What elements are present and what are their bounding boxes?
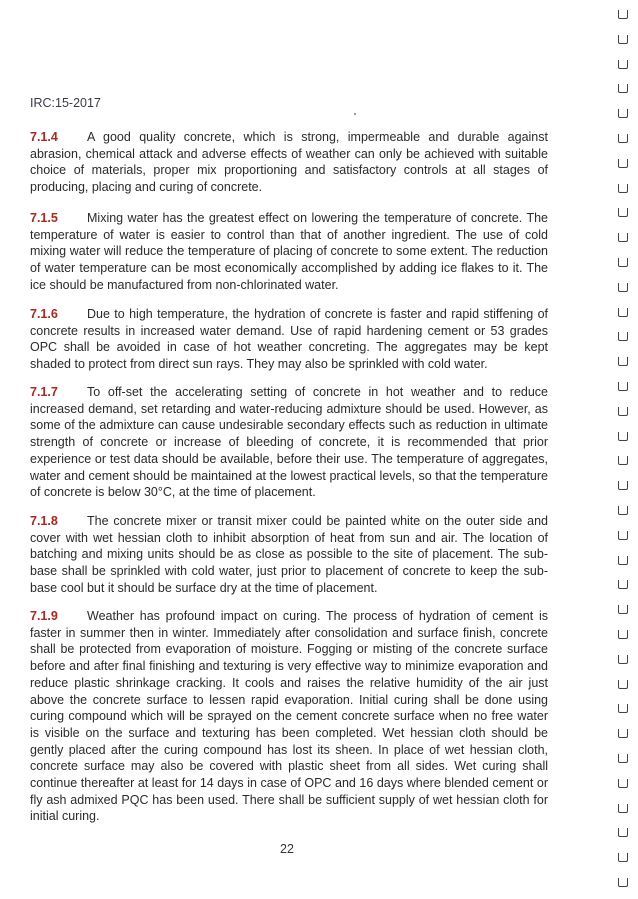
binding-hole (618, 729, 628, 738)
binding-hole (618, 804, 628, 813)
binding-hole (618, 531, 628, 540)
binding-hole (618, 704, 628, 713)
binding-hole (618, 258, 628, 267)
clause-number: 7.1.9 (30, 609, 58, 623)
binding-hole (618, 134, 628, 143)
binding-hole (618, 754, 628, 763)
clause-text: Due to high temperature, the hydration of concrete is faster and rapid stiffening of concrete results in increased water demand. Use of rapid hardening cement or 53 grades OPC shall be avoided in case of hot weather concreting. The aggregates may be kept shaded to protect from direct sun rays. They may also be sprinkled with cold water. (30, 307, 548, 372)
binding-hole (618, 10, 628, 19)
binding-hole (618, 308, 628, 317)
clause-number: 7.1.8 (30, 514, 58, 528)
binding-hole (618, 184, 628, 193)
binding-hole (618, 680, 628, 689)
binding-hole (618, 35, 628, 44)
binding-hole (618, 506, 628, 515)
binding-hole (618, 456, 628, 465)
clause-number: 7.1.4 (30, 130, 58, 144)
binding-hole (618, 828, 628, 837)
binding-hole (618, 233, 628, 242)
clause-number: 7.1.5 (30, 211, 58, 225)
clause-text: Weather has profound impact on curing. The process of hydration of cement is faster in summer then in winter. Immediately after consolidation and surface finish, concrete shall be protected from evaporation of moisture. Fogging or misting of the concrete surface before and after final finishing and texturing is very effective way to minimize evaporation and reduce plastic shrinkage cracking. It cools and raises the relative humidity of the air just above the concrete surface to lessen rapid evaporation. Initial curing shall be done using curing compound which will be sprayed on the cement concrete surface when no free water is visible on the surface and texturing has been completed. Wet hessian cloth should be gently placed after the curing compound has lost its sheen. In place of wet hessian cloth, concrete surface may also be covered with plastic sheet from all sides. Wet curing shall continue thereafter at least for 14 days in case of OPC and 16 days where blended cement or fly ash admixed PQC has been used. There shall be sufficient supply of wet hessian cloth for initial curing. (30, 609, 548, 824)
binding-hole (618, 60, 628, 69)
binding-hole (618, 432, 628, 441)
binding-hole (618, 283, 628, 292)
clause-7-1-5 (30, 210, 548, 294)
binding-hole (618, 779, 628, 788)
page-number: 22 (280, 842, 294, 856)
clause-7-1-9 (30, 608, 548, 825)
binding-hole (618, 357, 628, 366)
binding-hole (618, 580, 628, 589)
binding-hole (618, 407, 628, 416)
binding-hole (618, 878, 628, 887)
stray-mark (354, 113, 356, 115)
clause-7-1-4 (30, 129, 548, 196)
clause-number: 7.1.6 (30, 307, 58, 321)
clause-text: A good quality concrete, which is strong, impermeable and durable against abrasion, chemical attack and adverse effects of weather can only be achieved with suitable choice of materials, proper mix proportioning and satisfactory controls at all stages of producing, placing and curing of concrete. (30, 130, 548, 195)
clause-text: The concrete mixer or transit mixer could be painted white on the outer side and cover with wet hessian cloth to inhibit absorption of heat from sun and air. The location of batching and mixing units should be as close as possible to the site of placement. The sub-base shall be sprinkled with cold water, just prior to placement of concrete to keep the sub-base cool but it should be surface dry at the time of placement. (30, 514, 548, 595)
clause-7-1-8 (30, 513, 548, 597)
binding-hole (618, 84, 628, 93)
clause-7-1-7 (30, 384, 548, 501)
binding-hole (618, 655, 628, 664)
clause-text: To off-set the accelerating setting of concrete in hot weather and to reduce increased demand, set retarding and water-reducing admixture should be used. However, as some of the admixture can cause undesirable secondary effects such as reduction in ultimate strength of concrete or increase of bleeding of concrete, it is recommended that prior experience or test data should be available, before their use. The temperature of aggregates, water and cement should be maintained at the lowest practical levels, so that the temperature of concrete is below 30°C, at the time of placement. (30, 385, 548, 500)
binding-hole (618, 332, 628, 341)
clause-text: Mixing water has the greatest effect on lowering the temperature of concrete. The temperature of water is easier to control than that of another ingredient. The use of cold mixing water will reduce the temperature of placing of concrete to some extent. The reduction of water temperature can be most economically accomplished by adding ice flakes to it. The ice should be manufactured from non-chlorinated water. (30, 211, 548, 292)
binding-hole (618, 556, 628, 565)
clause-7-1-6 (30, 306, 548, 373)
document-code: IRC:15-2017 (30, 96, 101, 110)
binding-hole (618, 481, 628, 490)
binding-hole (618, 605, 628, 614)
binding-hole (618, 109, 628, 118)
clause-number: 7.1.7 (30, 385, 58, 399)
binding-hole (618, 159, 628, 168)
binding-hole (618, 630, 628, 639)
binding-hole (618, 382, 628, 391)
spiral-binding (612, 0, 638, 899)
binding-hole (618, 853, 628, 862)
binding-hole (618, 208, 628, 217)
